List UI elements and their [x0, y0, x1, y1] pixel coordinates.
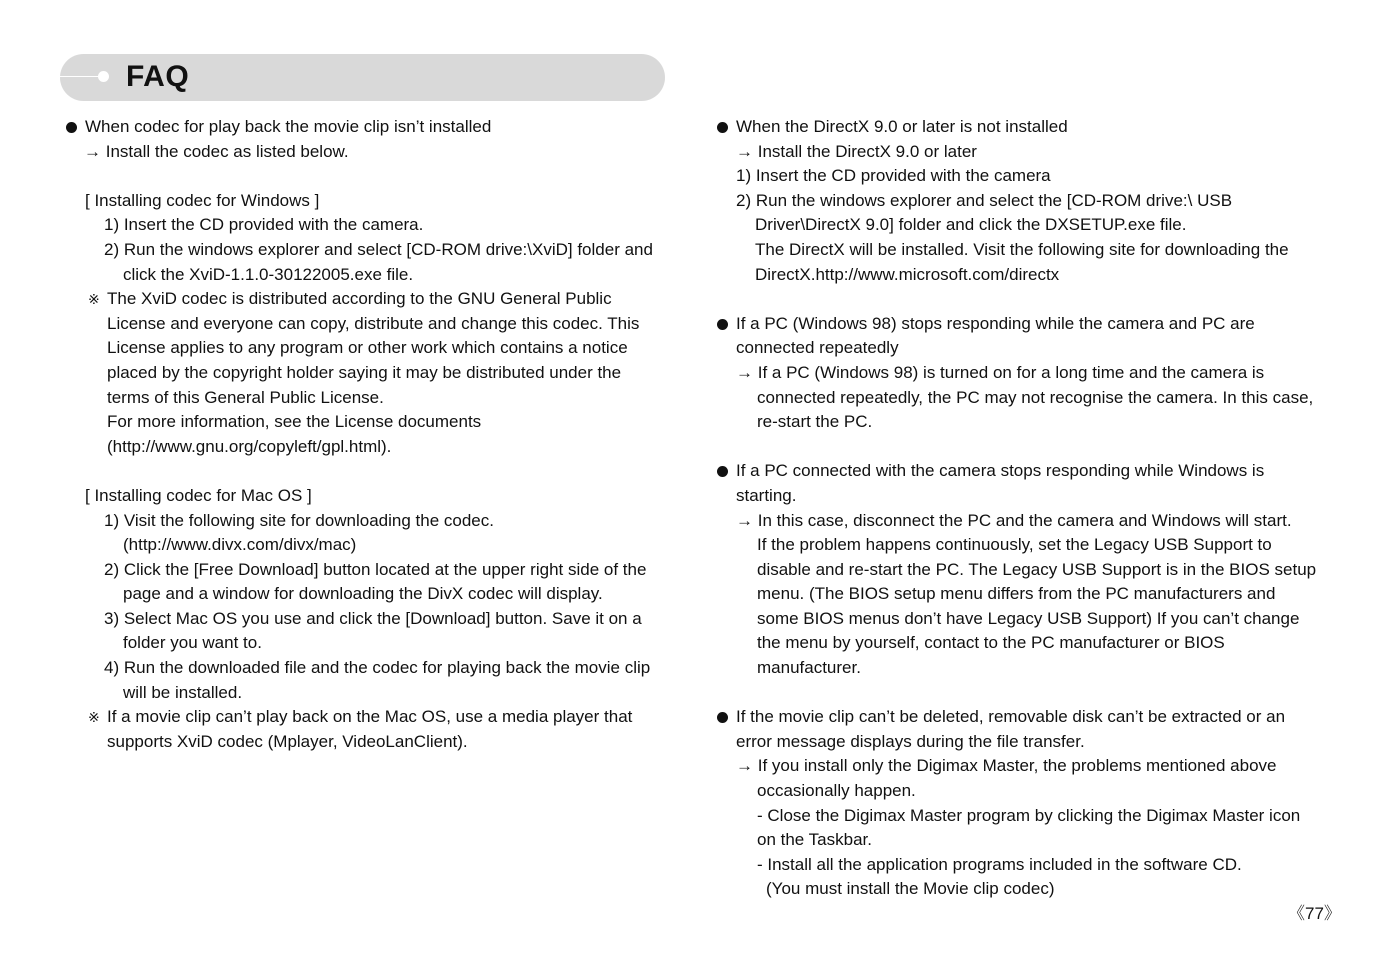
faq-answer: → In this case, disconnect the PC and the camera and Windows will start. — [736, 510, 1292, 530]
faq-answer: → If you install only the Digimax Master, the problems mentioned above occasionally happen. — [736, 756, 1277, 801]
gpl-note-link: (http://www.gnu.org/copyleft/gpl.html). — [107, 436, 392, 456]
gpl-note-more: For more information, see the License documents — [107, 412, 482, 432]
faq-item-body — [85, 115, 666, 140]
header-dot-decoration — [98, 71, 109, 82]
bullet-icon — [717, 122, 728, 133]
gpl-note — [88, 287, 666, 459]
faq-answer-detail: If the problem happens continuously, set the Legacy USB Support to disable and re-start the PC. The Legacy USB Support is in the BIOS setup menu. (The BIOS setup menu differs from the PC manufacturers and some BIOS menus don’t have Legacy USB Support) If you can’t change the menu by yourself, contact to the PC manufacturer or BIOS manufacturer. — [757, 535, 1317, 678]
faq-item-body — [736, 115, 1317, 287]
note-mark-icon: ※ — [88, 709, 100, 726]
faq-answer: → Install the DirectX 9.0 or later — [736, 141, 977, 161]
faq-item-directx — [717, 115, 1317, 287]
faq-question: If a PC (Windows 98) stops responding while the camera and PC are connected repeatedly — [736, 313, 1255, 358]
page-number: 《77》 — [1288, 904, 1341, 923]
page-title: FAQ — [126, 60, 190, 93]
gpl-note-text: The XviD codec is distributed according to the GNU General Public License and everyone can copy, distribute and change this codec. This License applies to any program or other work which contains a notice placed by the copyright holder saying it may be distributed under the terms of this General Public License. — [107, 289, 640, 407]
left-column — [66, 115, 666, 754]
faq-item-body — [736, 459, 1317, 680]
faq-item-win98 — [717, 312, 1317, 435]
bullet-icon — [66, 122, 77, 133]
faq-item-windows-start — [717, 459, 1317, 680]
mac-step-1-text: 1) Visit the following site for downloading the codec. — [104, 510, 494, 530]
mac-step-4: 4) Run the downloaded file and the codec for playing back the movie clip will be installed. — [104, 658, 651, 702]
faq-item-movie-delete — [717, 705, 1317, 902]
bullet-icon — [717, 712, 728, 723]
faq-answer: → Install the codec as listed below. — [84, 141, 349, 161]
faq-question: If a PC connected with the camera stops responding while Windows is starting. — [736, 461, 1265, 505]
faq-item-body — [736, 705, 1317, 902]
faq-question: If the movie clip can’t be deleted, removable disk can’t be extracted or an error message displays during the file transfer. — [736, 707, 1286, 751]
mac-step-3: 3) Select Mac OS you use and click the [Download] button. Save it on a folder you want to. — [104, 608, 642, 653]
faq-question: When codec for play back the movie clip isn’t installed — [85, 117, 492, 136]
mac-note-text: If a movie clip can’t play back on the Mac OS, use a media player that supports XviD codec (Mplayer, VideoLanClient). — [107, 707, 633, 751]
section-heading-windows: [ Installing codec for Windows ] — [85, 190, 320, 210]
windows-step-1: 1) Insert the CD provided with the camera. — [104, 215, 424, 235]
bullet-icon — [717, 466, 728, 477]
faq-item-codec — [66, 115, 666, 140]
section-heading-mac: [ Installing codec for Mac OS ] — [85, 485, 312, 505]
faq-tip-1: - Close the Digimax Master program by clicking the Digimax Master icon on the Taskbar. — [757, 805, 1301, 850]
mac-step-1 — [104, 509, 666, 558]
mac-note — [88, 705, 666, 754]
faq-item-body — [736, 312, 1317, 435]
mac-step-2: 2) Click the [Free Download] button located at the upper right side of the page and a window for downloading the DivX codec will display. — [104, 559, 647, 604]
mac-step-1-link: (http://www.divx.com/divx/mac) — [123, 535, 357, 555]
directx-step-2-detail: The DirectX will be installed. Visit the following site for downloading the DirectX.http://www.microsoft.com/directx — [755, 239, 1289, 284]
faq-question: When the DirectX 9.0 or later is not installed — [736, 117, 1068, 136]
directx-step-2: 2) Run the windows explorer and select the [CD-ROM drive:\ USB Driver\DirectX 9.0] folder and click the DXSETUP.exe file. — [736, 190, 1233, 235]
directx-step-1: 1) Insert the CD provided with the camera — [736, 166, 1051, 186]
windows-step-2: 2) Run the windows explorer and select [CD-ROM drive:\XviD] folder and click the XviD-1.1.0-30122005.exe file. — [104, 239, 653, 284]
faq-tip-2: - Install all the application programs included in the software CD. — [757, 854, 1242, 874]
right-column — [717, 115, 1317, 902]
faq-answer: → If a PC (Windows 98) is turned on for a long time and the camera is connected repeatedly, the PC may not recognise the camera. In this case, re-start the PC. — [736, 362, 1314, 432]
bullet-icon — [717, 319, 728, 330]
gpl-note-body — [107, 287, 666, 459]
note-mark-icon: ※ — [88, 291, 100, 308]
faq-tip-2-detail: (You must install the Movie clip codec) — [766, 879, 1055, 899]
